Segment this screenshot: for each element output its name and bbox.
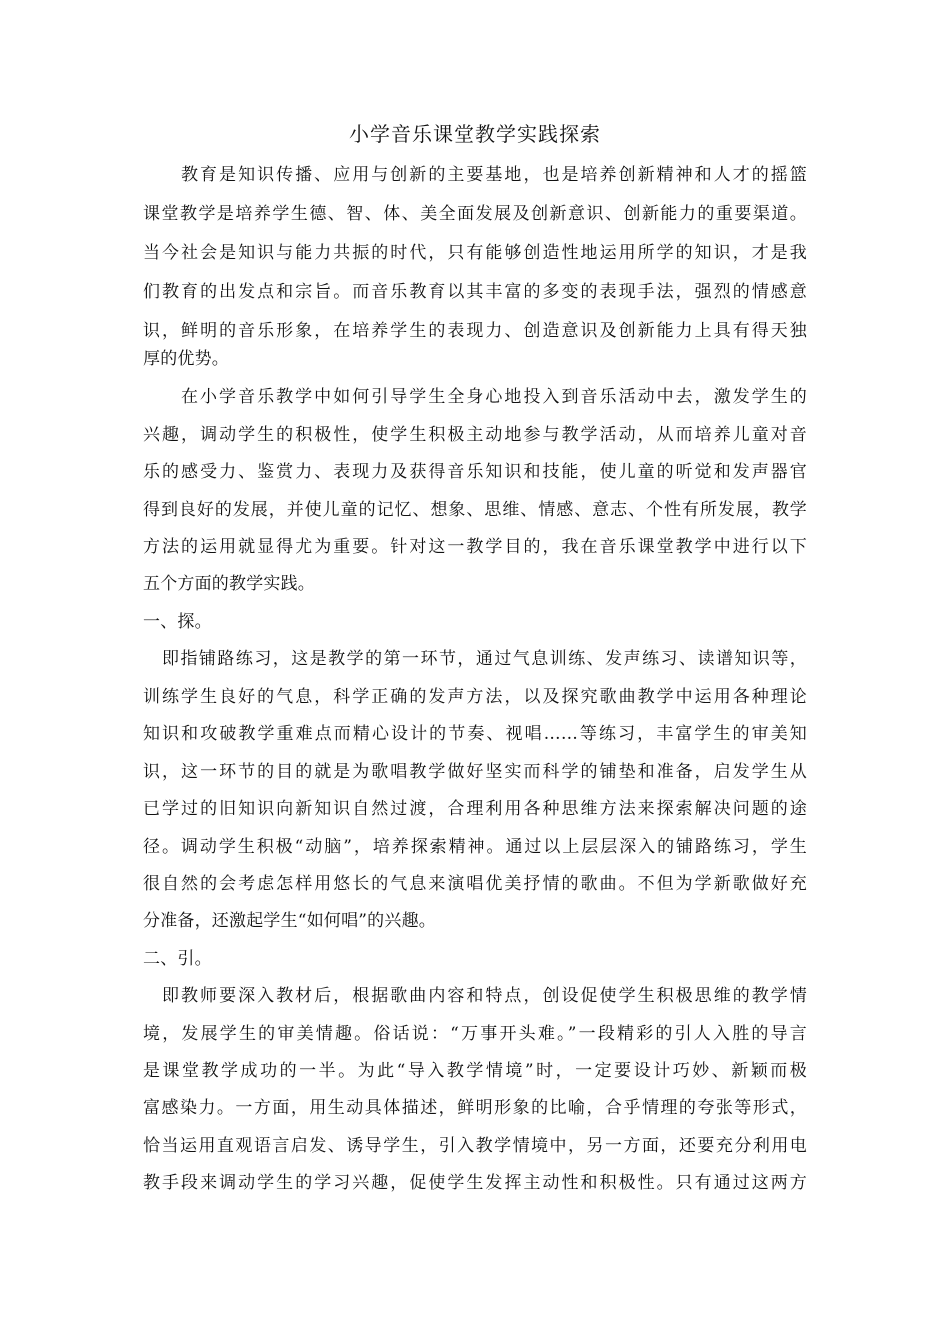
text-line: 当今社会是知识与能力共振的时代，只有能够创造性地运用所学的知识，才是我 <box>143 243 807 263</box>
text-line: 知识和攻破教学重难点而精心设计的节奏、视唱……等练习，丰富学生的审美知 <box>143 724 807 744</box>
text-line: 方法的运用就显得尤为重要。针对这一教学目的，我在音乐课堂教学中进行以下 <box>143 537 807 557</box>
text-line: 在小学音乐教学中如何引导学生全身心地投入到音乐活动中去，激发学生的 <box>181 387 807 407</box>
text-line: 识，这一环节的目的就是为歌唱教学做好坚实而科学的铺垫和准备，启发学生从 <box>143 762 807 782</box>
text-line: 教育是知识传播、应用与创新的主要基地，也是培养创新精神和人才的摇篮 <box>181 165 807 185</box>
text-line: 五个方面的教学实践。 <box>143 574 315 594</box>
text-line: 教手段来调动学生的学习兴趣，促使学生发挥主动性和积极性。只有通过这两方 <box>143 1173 807 1193</box>
text-line: 径。调动学生积极“动脑”，培养探索精神。通过以上层层深入的铺路练习，学生 <box>143 837 807 857</box>
text-line: 恰当运用直观语言启发、诱导学生，引入教学情境中，另一方面，还要充分利用电 <box>143 1136 807 1156</box>
text-line: 兴趣，调动学生的积极性，使学生积极主动地参与教学活动，从而培养儿童对音 <box>143 425 807 445</box>
section-heading: 二、引。 <box>143 949 212 969</box>
text-line: 们教育的出发点和宗旨。而音乐教育以其丰富的多变的表现手法，强烈的情感意 <box>143 282 807 302</box>
text-line: 训练学生良好的气息，科学正确的发声方法，以及探究歌曲教学中运用各种理论 <box>143 687 807 707</box>
text-line: 是课堂教学成功的一半。为此“导入教学情境”时，一定要设计巧妙、新颖而极 <box>143 1061 807 1081</box>
text-line: 已学过的旧知识向新知识自然过渡，合理利用各种思维方法来探索解决问题的途 <box>143 799 807 819</box>
text-line: 课堂教学是培养学生德、智、体、美全面发展及创新意识、创新能力的重要渠道。 <box>143 204 807 224</box>
text-line: 即教师要深入教材后，根据歌曲内容和特点，创设促使学生积极思维的教学情 <box>162 986 807 1006</box>
text-line: 乐的感受力、鉴赏力、表现力及获得音乐知识和技能，使儿童的听觉和发声器官 <box>143 462 807 482</box>
document-title: 小学音乐课堂教学实践探索 <box>349 122 601 146</box>
text-line: 即指铺路练习，这是教学的第一环节，通过气息训练、发声练习、读谱知识等， <box>162 649 807 669</box>
text-line: 境，发展学生的审美情趣。俗话说：“万事开头难。”一段精彩的引人入胜的导言 <box>143 1024 807 1044</box>
text-line: 富感染力。一方面，用生动具体描述，鲜明形象的比喻，合乎情理的夸张等形式， <box>143 1098 807 1118</box>
text-line: 分准备，还激起学生“如何唱”的兴趣。 <box>143 911 436 931</box>
text-line: 识，鲜明的音乐形象，在培养学生的表现力、创造意识及创新能力上具有得天独 <box>143 321 807 341</box>
text-line: 很自然的会考虑怎样用悠长的气息来演唱优美抒情的歌曲。不但为学新歌做好充 <box>143 874 807 894</box>
text-line: 得到良好的发展，并使儿童的记忆、想象、思维、情感、意志、个性有所发展，教学 <box>143 500 807 520</box>
text-line: 厚的优势。 <box>143 349 229 369</box>
section-heading: 一、探。 <box>143 612 212 632</box>
